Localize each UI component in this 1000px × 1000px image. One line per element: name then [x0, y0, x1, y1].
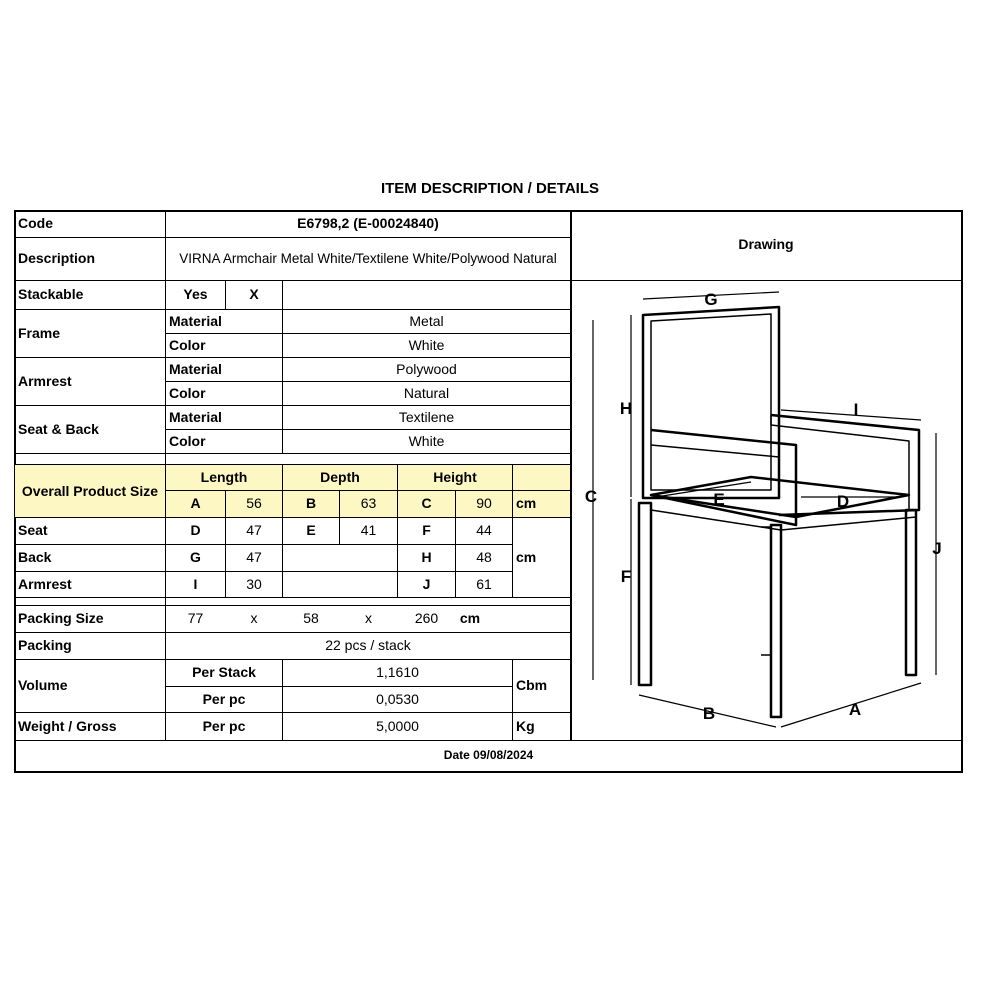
size-value-b: 63	[340, 491, 397, 517]
dim-letter-d: D	[836, 492, 850, 511]
frame-color-label: Color	[169, 336, 206, 353]
chair-back	[643, 307, 779, 498]
packing-value: 22 pcs / stack	[325, 637, 411, 654]
packing-x-2: x	[365, 610, 372, 627]
size-key-c: C	[398, 491, 455, 517]
back-value-h: 48	[476, 549, 492, 566]
volume-label: Volume	[18, 677, 68, 694]
seat-key-e: E	[306, 522, 316, 539]
packing-height: 260	[414, 610, 439, 627]
chair-leg-back-left	[639, 503, 651, 685]
chair-leg-back-right	[761, 527, 771, 655]
armrest-color-label: Color	[169, 384, 206, 401]
code-label: Code	[18, 215, 53, 232]
chair-leg-front-right	[906, 510, 916, 675]
volume-per-stack-label: Per Stack	[192, 664, 256, 681]
frame-label: Frame	[18, 324, 61, 341]
grid-line	[15, 453, 571, 454]
back-size-label: Back	[18, 549, 52, 566]
weight-per-pc-value: 5,0000	[376, 717, 419, 734]
armrest-material-value: Polywood	[396, 360, 457, 377]
description-label: Description	[18, 250, 96, 267]
armrest-color-value: Natural	[403, 384, 450, 401]
armrest-size-label: Armrest	[18, 575, 72, 592]
packing-size-label: Packing Size	[18, 610, 104, 627]
stackable-mark: X	[249, 286, 259, 303]
size-key-a: A	[166, 491, 225, 517]
sheet-title: ITEM DESCRIPTION / DETAILS	[380, 180, 600, 197]
dim-letter-f: F	[620, 567, 632, 586]
code-value: E6798,2 (E-00024840)	[297, 215, 439, 232]
length-header: Length	[166, 465, 282, 490]
size-key-b: B	[283, 491, 339, 517]
seat-back-label: Seat & Back	[18, 420, 99, 437]
armrest-material-label: Material	[169, 360, 222, 377]
seat-back-material-value: Textilene	[398, 408, 455, 425]
dim-letter-j: J	[932, 539, 942, 558]
seat-value-e: 41	[360, 522, 377, 539]
date-label: Date 09/08/2024	[443, 748, 534, 763]
volume-unit: Cbm	[516, 677, 548, 694]
dim-letter-h: H	[619, 399, 633, 418]
seat-back-color-value: White	[408, 432, 445, 449]
armrest-key-i: I	[193, 575, 198, 592]
dim-letter-g: G	[704, 290, 718, 309]
chair-leg-front-left	[771, 525, 781, 717]
size-value-c: 90	[456, 491, 512, 517]
depth-header: Depth	[283, 465, 397, 490]
stackable-label: Stackable	[18, 286, 84, 303]
chair-drawing	[571, 285, 961, 735]
dim-letter-i: I	[853, 400, 859, 419]
armrest-value-i: 30	[246, 575, 262, 592]
frame-color-value: White	[408, 336, 445, 353]
stackable-yes: Yes	[183, 286, 208, 303]
height-header: Height	[398, 465, 512, 490]
dim-letter-c: C	[584, 487, 598, 506]
seat-back-color-label: Color	[169, 432, 206, 449]
packing-width: 58	[303, 610, 319, 627]
packing-label: Packing	[18, 637, 72, 654]
armrest-label: Armrest	[18, 372, 72, 389]
size-unit-2: cm	[516, 549, 537, 566]
back-value-g: 47	[246, 549, 262, 566]
armrest-value-j: 61	[476, 575, 492, 592]
frame-material-label: Material	[169, 312, 222, 329]
volume-per-pc-label: Per pc	[202, 690, 246, 707]
packing-size-unit: cm	[459, 610, 481, 627]
size-value-a: 56	[226, 491, 282, 517]
packing-x-1: x	[250, 610, 258, 627]
weight-label: Weight / Gross	[18, 717, 117, 734]
drawing-title: Drawing	[738, 236, 794, 252]
packing-length: 77	[187, 610, 204, 627]
seat-value-f: 44	[476, 522, 492, 539]
dim-letter-a: A	[848, 700, 862, 719]
size-header-blank	[513, 465, 570, 490]
seat-key-f: F	[422, 522, 431, 539]
dim-letter-e: E	[713, 490, 725, 509]
seat-back-material-label: Material	[169, 408, 222, 425]
size-unit: cm	[513, 491, 570, 517]
seat-key-d: D	[190, 522, 201, 539]
grid-line	[15, 597, 571, 598]
grid-line	[282, 281, 283, 309]
volume-per-pc-value: 0,0530	[376, 690, 419, 707]
weight-per-pc-label: Per pc	[202, 717, 246, 734]
back-key-g: G	[190, 549, 201, 566]
armrest-key-j: J	[422, 575, 431, 592]
chair-left-arm	[651, 430, 796, 525]
description-value: VIRNA Armchair Metal White/Textilene White/Polywood Natural	[179, 250, 557, 266]
volume-per-stack-value: 1,1610	[376, 664, 419, 681]
dim-letter-b: B	[702, 704, 716, 723]
seat-value-d: 47	[246, 522, 262, 539]
weight-unit: Kg	[516, 717, 535, 734]
chair-back-inner	[651, 314, 771, 490]
seat-size-label: Seat	[18, 522, 48, 539]
overall-size-label: Overall Product Size	[15, 465, 165, 517]
back-key-h: H	[421, 549, 432, 566]
frame-material-value: Metal	[409, 312, 444, 329]
